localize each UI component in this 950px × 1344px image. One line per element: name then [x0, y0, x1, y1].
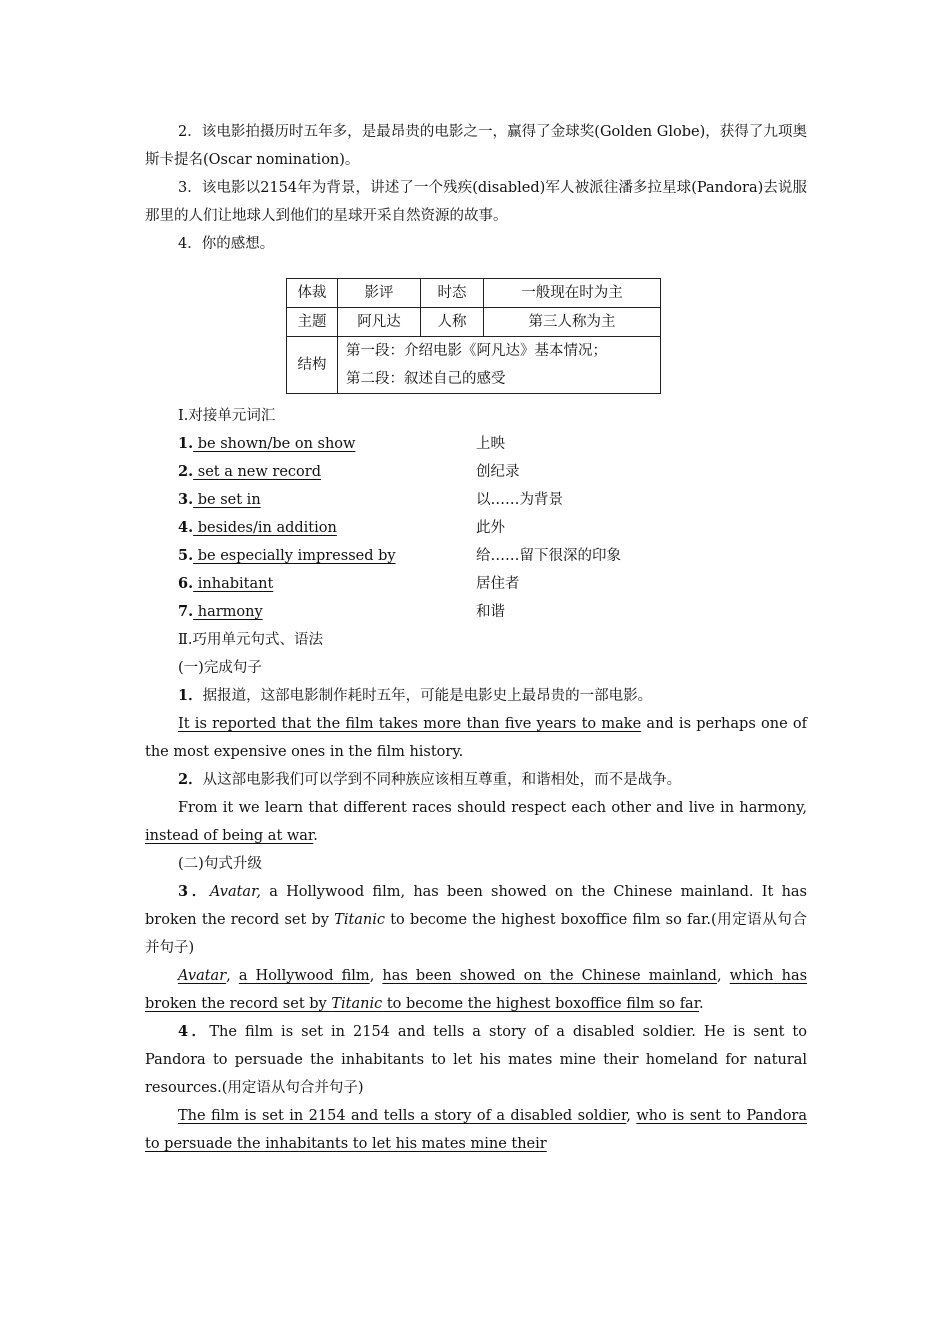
- vocab-item: [145, 514, 807, 542]
- question-text: Avatar,: [209, 884, 262, 900]
- vocab-number: 5.: [178, 547, 194, 564]
- answer-blank: The film is set in 2154 and tells a story of a disabled soldier: [178, 1108, 627, 1124]
- table-cell: 影评: [338, 279, 421, 308]
- question-text: 据报道，这部电影制作耗时五年，可能是电影史上最昂贵的一部电影。: [202, 688, 653, 704]
- vocab-chinese: 此外: [476, 520, 505, 536]
- table-row: [287, 279, 661, 308]
- question-text: a Hollywood film, has been showed on the Chinese mainland. It has broken the record set by: [145, 884, 807, 928]
- question-number: 3．: [178, 883, 210, 900]
- question-number: 4．: [178, 1023, 210, 1040]
- question-number: 2．: [178, 771, 203, 788]
- subsection-1-title: (一)完成句子: [178, 660, 262, 676]
- table-row: [287, 308, 661, 337]
- vocab-english: inhabitant: [193, 576, 274, 592]
- table-cell: 第三人称为主: [484, 308, 661, 337]
- vocab-number: 7.: [178, 603, 194, 620]
- vocab-number: 6.: [178, 575, 194, 592]
- intro-paragraph-3: 3．该电影以2154年为背景，讲述了一个残疾(disabled)军人被派往潘多拉星球(Pandora)去说服那里的人们让地球人到他们的星球开采自然资源的故事。: [145, 180, 807, 224]
- vocab-chinese: 居住者: [476, 576, 520, 592]
- answer-blank: a Hollywood film: [238, 968, 370, 984]
- question-number: 1．: [178, 687, 203, 704]
- question-1: [145, 682, 807, 710]
- intro-paragraph-4: 4．你的感想。: [178, 236, 275, 252]
- answer-blank: which has broken the record set by: [145, 968, 808, 1012]
- answer-text: ,: [716, 968, 730, 984]
- answer-blank: instead of being at war: [145, 828, 314, 844]
- vocab-number: 2.: [178, 463, 194, 480]
- vocab-item: [145, 486, 807, 514]
- answer-blank: Avatar: [178, 968, 227, 984]
- question-2: [145, 766, 807, 794]
- question-4: [145, 1018, 807, 1102]
- structure-line-1: 第一段：介绍电影《阿凡达》基本情况；: [346, 343, 607, 359]
- answer-text: ,: [626, 1108, 637, 1124]
- table-cell-structure: [338, 337, 661, 394]
- vocab-english: set a new record: [193, 464, 321, 480]
- answer-1: [145, 710, 807, 766]
- subsection-2-title: (二)句式升级: [178, 856, 262, 872]
- vocab-chinese: 上映: [476, 436, 505, 452]
- answer-blank: It is reported that the film takes more than five years to make: [178, 716, 642, 732]
- vocab-item: [145, 542, 807, 570]
- question-text: Titanic: [334, 912, 386, 928]
- vocab-item: [145, 458, 807, 486]
- vocab-item: [145, 430, 807, 458]
- vocab-english: harmony: [193, 604, 263, 620]
- table-cell: 人称: [421, 308, 484, 337]
- vocab-english: besides/in addition: [193, 520, 337, 536]
- table-cell: 体裁: [287, 279, 338, 308]
- table-row: [287, 337, 661, 394]
- vocab-english: be shown/be on show: [193, 436, 356, 452]
- vocab-number: 4.: [178, 519, 194, 536]
- answer-blank: to become the highest boxoffice film so far: [382, 996, 700, 1012]
- question-text: to become the highest boxoffice film so far.(用定语从句合并句子): [145, 912, 807, 956]
- question-text: 从这部电影我们可以学到不同种族应该相互尊重，和谐相处，而不是战争。: [202, 772, 682, 788]
- answer-3: [145, 962, 807, 1018]
- section-1-title: Ⅰ.对接单元词汇: [178, 408, 276, 424]
- vocab-chinese: 给……留下很深的印象: [476, 548, 621, 564]
- vocab-chinese: 创纪录: [476, 464, 520, 480]
- vocab-english: be especially impressed by: [193, 548, 396, 564]
- answer-blank: Titanic: [331, 996, 383, 1012]
- table-cell: 一般现在时为主: [484, 279, 661, 308]
- answer-blank: has been showed on the Chinese mainland: [382, 968, 717, 984]
- vocab-chinese: 和谐: [476, 604, 505, 620]
- answer-text: ,: [226, 968, 239, 984]
- answer-text: ,: [369, 968, 383, 984]
- writing-plan-table: [286, 278, 661, 394]
- intro-paragraph-2: 2．该电影拍摄历时五年多，是最昂贵的电影之一，赢得了金球奖(Golden Globe)，获得了九项奥斯卡提名(Oscar nomination)。: [145, 124, 807, 168]
- question-text: The film is set in 2154 and tells a story of a disabled soldier. He is sent to Pandora to persuade the inhabitants to let his mates mine their homeland for natural resources.(用定语从句合并句子): [145, 1024, 807, 1096]
- answer-blank: who is sent to Pandora to persuade the inhabitants to let his mates mine their: [145, 1108, 807, 1152]
- vocab-chinese: 以……为背景: [476, 492, 563, 508]
- answer-text: .: [699, 996, 704, 1012]
- answer-2: [145, 794, 807, 850]
- vocab-number: 3.: [178, 491, 194, 508]
- section-2-title: Ⅱ.巧用单元句式、语法: [178, 632, 323, 648]
- answer-4: [145, 1102, 807, 1158]
- table-cell: 时态: [421, 279, 484, 308]
- question-3: [145, 878, 807, 962]
- table-cell: 阿凡达: [338, 308, 421, 337]
- table-cell: 主题: [287, 308, 338, 337]
- answer-text: From it we learn that different races should respect each other and live in harmony,: [178, 800, 807, 816]
- answer-text: and is perhaps one of the most expensive ones in the film history.: [145, 716, 807, 760]
- table-cell: 结构: [287, 337, 338, 394]
- document-body: [145, 118, 807, 1158]
- structure-line-2: 第二段：叙述自己的感受: [346, 371, 506, 387]
- vocab-english: be set in: [193, 492, 261, 508]
- answer-text: .: [313, 828, 318, 844]
- vocab-item: [145, 570, 807, 598]
- vocab-number: 1.: [178, 435, 194, 452]
- vocab-item: [145, 598, 807, 626]
